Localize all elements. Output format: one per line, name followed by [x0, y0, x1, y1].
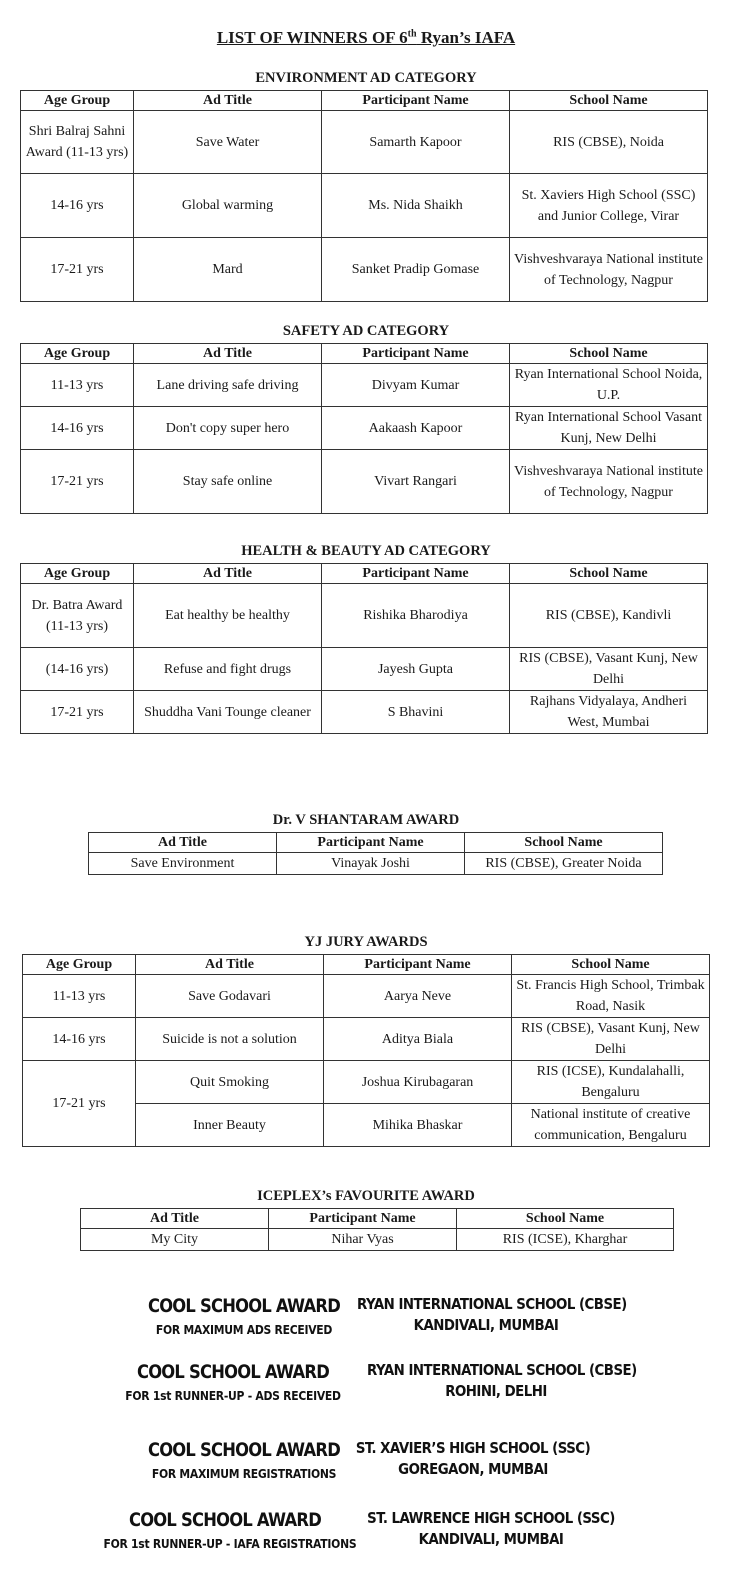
school-cell: RIS (CBSE), Kandivli	[510, 584, 708, 648]
school-cell: Vishveshvaraya National institute of Technology, Nagpur	[510, 450, 708, 514]
participant-cell: Rishika Bharodiya	[322, 584, 510, 648]
age-group-cell: 17-21 yrs	[21, 691, 134, 734]
shantaram-section-title: Dr. V SHANTARAM AWARD	[272, 812, 460, 828]
safety-section-title: SAFETY AD CATEGORY	[282, 323, 450, 339]
table-row	[81, 1229, 674, 1251]
table-row	[21, 450, 708, 514]
header-ad-title: Ad Title	[134, 564, 322, 584]
school-cell: RIS (CBSE), Noida	[510, 111, 708, 174]
age-group-cell: 17-21 yrs	[21, 238, 134, 302]
header-age-group: Age Group	[21, 564, 134, 584]
age-group-cell: (14-16 yrs)	[21, 648, 134, 691]
table-row	[21, 584, 708, 648]
age-group-cell: 14-16 yrs	[21, 174, 134, 238]
ad-title-cell: Inner Beauty	[136, 1104, 324, 1147]
table-row	[21, 648, 708, 691]
header-school-name: School Name	[457, 1209, 674, 1229]
award-name: COOL SCHOOL AWARD	[128, 1509, 322, 1531]
table-header-row	[81, 1209, 674, 1229]
environment-section-title: ENVIRONMENT AD CATEGORY	[255, 70, 477, 86]
award-name: COOL SCHOOL AWARD	[136, 1361, 330, 1383]
page-title-text: LIST OF WINNERS OF 6	[216, 28, 408, 47]
ad-title-cell: Shuddha Vani Tounge cleaner	[134, 691, 322, 734]
school-cell: National institute of creative communication, Bengaluru	[512, 1104, 710, 1147]
header-school-name: School Name	[510, 344, 708, 364]
participant-cell: Vivart Rangari	[322, 450, 510, 514]
participant-cell: Vinayak Joshi	[277, 853, 465, 875]
award-school	[323, 1438, 623, 1480]
cool-school-award-block	[0, 1360, 732, 1412]
school-cell: Vishveshvaraya National institute of Technology, Nagpur	[510, 238, 708, 302]
age-group-cell: Dr. Batra Award (11-13 yrs)	[21, 584, 134, 648]
health-section-title: HEALTH & BEAUTY AD CATEGORY	[241, 543, 491, 559]
award-school-line1: ST. XAVIER’S HIGH SCHOOL (SSC)	[355, 1439, 591, 1457]
ad-title-cell: Save Environment	[89, 853, 277, 875]
header-participant-name: Participant Name	[322, 564, 510, 584]
award-school-line1: ST. LAWRENCE HIGH SCHOOL (SSC)	[367, 1509, 615, 1527]
table-row	[21, 174, 708, 238]
table-header-row	[21, 564, 708, 584]
ad-title-cell: Don't copy super hero	[134, 407, 322, 450]
award-subtitle: FOR 1st RUNNER-UP - ADS RECEIVED	[125, 1389, 341, 1403]
participant-cell: Aakaash Kapoor	[322, 407, 510, 450]
ad-title-cell: Global warming	[134, 174, 322, 238]
table-row	[21, 407, 708, 450]
safety-table	[20, 343, 708, 514]
participant-cell: Nihar Vyas	[269, 1229, 457, 1251]
header-participant-name: Participant Name	[269, 1209, 457, 1229]
award-name: COOL SCHOOL AWARD	[147, 1439, 341, 1461]
age-group-cell: Shri Balraj Sahni Award (11-13 yrs)	[21, 111, 134, 174]
ad-title-cell: Quit Smoking	[136, 1061, 324, 1104]
award-subtitle: FOR 1st RUNNER-UP - IAFA REGISTRATIONS	[103, 1537, 357, 1551]
ad-title-cell: Eat healthy be healthy	[134, 584, 322, 648]
award-subtitle: FOR MAXIMUM REGISTRATIONS	[151, 1467, 337, 1481]
header-school-name: School Name	[510, 91, 708, 111]
header-participant-name: Participant Name	[322, 344, 510, 364]
age-group-cell: 17-21 yrs	[21, 450, 134, 514]
participant-cell: Ms. Nida Shaikh	[322, 174, 510, 238]
award-name: COOL SCHOOL AWARD	[147, 1295, 341, 1317]
participant-cell: S Bhavini	[322, 691, 510, 734]
header-ad-title: Ad Title	[134, 344, 322, 364]
header-school-name: School Name	[510, 564, 708, 584]
award-school-line2: ROHINI, DELHI	[445, 1382, 547, 1400]
school-cell: RIS (CBSE), Vasant Kunj, New Delhi	[512, 1018, 710, 1061]
page-title-superscript: th	[407, 28, 417, 40]
participant-cell: Joshua Kirubagaran	[324, 1061, 512, 1104]
ad-title-cell: Stay safe online	[134, 450, 322, 514]
ad-title-cell: Save Godavari	[136, 975, 324, 1018]
participant-cell: Sanket Pradip Gomase	[322, 238, 510, 302]
ad-title-cell: Refuse and fight drugs	[134, 648, 322, 691]
header-ad-title: Ad Title	[89, 833, 277, 853]
participant-cell: Aditya Biala	[324, 1018, 512, 1061]
table-row	[23, 975, 710, 1018]
participant-cell: Samarth Kapoor	[322, 111, 510, 174]
participant-cell: Divyam Kumar	[322, 364, 510, 407]
school-cell: RIS (ICSE), Kharghar	[457, 1229, 674, 1251]
page-title	[0, 28, 732, 48]
table-row	[23, 1018, 710, 1061]
table-row	[21, 691, 708, 734]
ad-title-cell: My City	[81, 1229, 269, 1251]
award-school-line1: RYAN INTERNATIONAL SCHOOL (CBSE)	[357, 1295, 627, 1313]
header-school-name: School Name	[465, 833, 663, 853]
table-row	[21, 364, 708, 407]
header-ad-title: Ad Title	[81, 1209, 269, 1229]
iceplex-section-title: ICEPLEX’s FAVOURITE AWARD	[257, 1188, 475, 1204]
table-header-row	[21, 344, 708, 364]
award-school-line2: KANDIVALI, MUMBAI	[418, 1530, 564, 1548]
ad-title-cell: Suicide is not a solution	[136, 1018, 324, 1061]
ad-title-cell: Mard	[134, 238, 322, 302]
cool-school-award-block	[0, 1294, 732, 1346]
table-row	[21, 111, 708, 174]
header-participant-name: Participant Name	[322, 91, 510, 111]
cool-school-award-block	[0, 1508, 732, 1560]
school-cell: RIS (ICSE), Kundalahalli, Bengaluru	[512, 1061, 710, 1104]
school-cell: RIS (CBSE), Vasant Kunj, New Delhi	[510, 648, 708, 691]
ad-title-cell: Save Water	[134, 111, 322, 174]
award-school-line2: KANDIVALI, MUMBAI	[413, 1316, 559, 1334]
shantaram-table	[88, 832, 663, 875]
award-school	[336, 1294, 636, 1336]
header-age-group: Age Group	[21, 344, 134, 364]
participant-cell: Aarya Neve	[324, 975, 512, 1018]
iceplex-table	[80, 1208, 674, 1251]
ad-title-cell: Lane driving safe driving	[134, 364, 322, 407]
school-cell: St. Xaviers High School (SSC) and Junior College, Virar	[510, 174, 708, 238]
cool-school-award-block	[0, 1438, 732, 1490]
participant-cell: Jayesh Gupta	[322, 648, 510, 691]
environment-table	[20, 90, 708, 302]
school-cell: Ryan International School Vasant Kunj, New Delhi	[510, 407, 708, 450]
jury-section-title: YJ JURY AWARDS	[304, 934, 428, 950]
jury-table	[22, 954, 710, 1147]
header-participant-name: Participant Name	[277, 833, 465, 853]
award-school-line1: RYAN INTERNATIONAL SCHOOL (CBSE)	[367, 1361, 637, 1379]
table-header-row	[23, 955, 710, 975]
header-age-group: Age Group	[21, 91, 134, 111]
school-cell: RIS (CBSE), Greater Noida	[465, 853, 663, 875]
table-row	[23, 1061, 710, 1104]
table-row	[89, 853, 663, 875]
award-subtitle: FOR MAXIMUM ADS RECEIVED	[155, 1323, 333, 1337]
award-school-line2: GOREGAON, MUMBAI	[398, 1460, 548, 1478]
award-school	[341, 1508, 641, 1550]
school-cell: St. Francis High School, Trimbak Road, Nasik	[512, 975, 710, 1018]
table-row	[21, 238, 708, 302]
header-age-group: Age Group	[23, 955, 136, 975]
age-group-cell: 11-13 yrs	[21, 364, 134, 407]
header-ad-title: Ad Title	[134, 91, 322, 111]
header-school-name: School Name	[512, 955, 710, 975]
award-heading	[98, 1360, 368, 1405]
age-group-cell: 11-13 yrs	[23, 975, 136, 1018]
health-table	[20, 563, 708, 734]
table-header-row	[89, 833, 663, 853]
header-participant-name: Participant Name	[324, 955, 512, 975]
page-title-suffix: Ryan’s IAFA	[416, 28, 516, 47]
participant-cell: Mihika Bhaskar	[324, 1104, 512, 1147]
age-group-cell: 17-21 yrs	[23, 1061, 136, 1147]
age-group-cell: 14-16 yrs	[21, 407, 134, 450]
school-cell: Rajhans Vidyalaya, Andheri West, Mumbai	[510, 691, 708, 734]
award-school	[346, 1360, 646, 1402]
school-cell: Ryan International School Noida, U.P.	[510, 364, 708, 407]
age-group-cell: 14-16 yrs	[23, 1018, 136, 1061]
table-header-row	[21, 91, 708, 111]
award-heading	[90, 1508, 360, 1553]
header-ad-title: Ad Title	[136, 955, 324, 975]
